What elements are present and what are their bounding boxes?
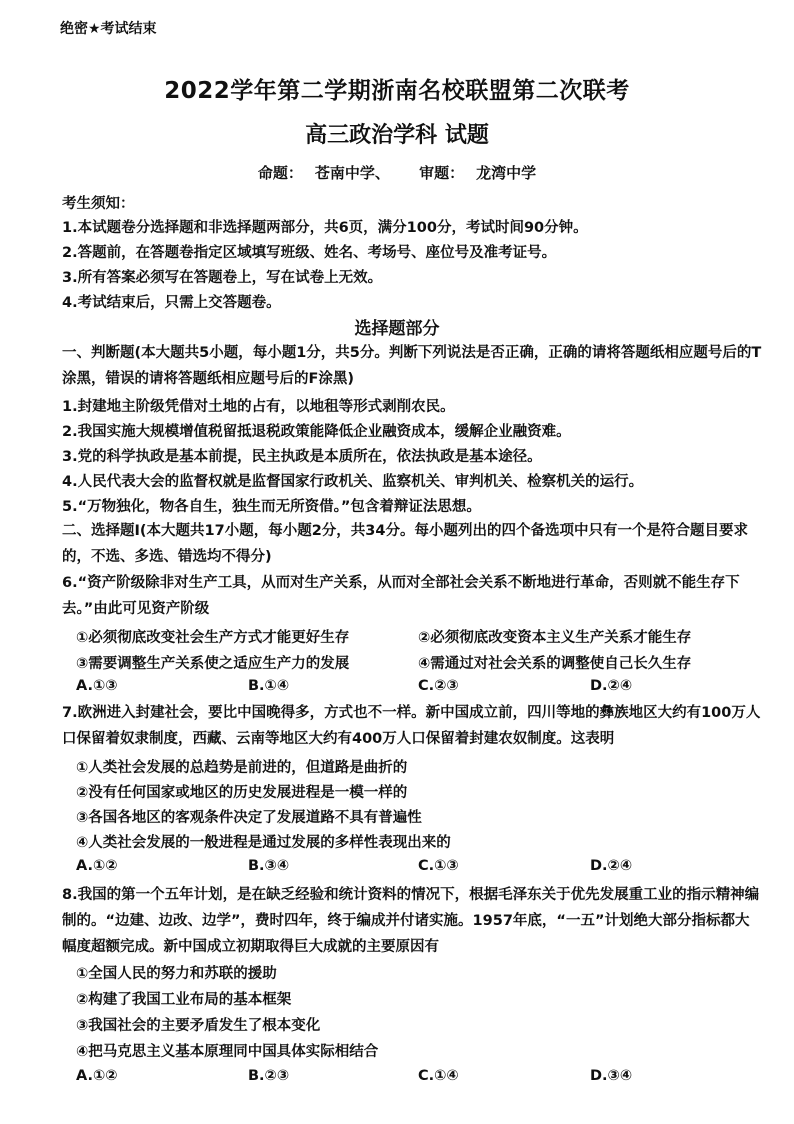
- q6-option: ③需要调整生产关系使之适应生产力的发展: [76, 656, 350, 672]
- part2-heading: 二、选择题Ⅰ(本大题共17小题，每小题2分，共34分。每小题列出的四个备选项中只有一个是符合题目要求的，不选、多选、错选均不得分): [62, 523, 748, 565]
- q8-option: ④把马克思主义基本原理同中国具体实际相结合: [76, 1044, 379, 1060]
- notice-item: 3.所有答案必须写在答题卷上，写在试卷上无效。: [62, 270, 383, 286]
- proposer-label: 命题：: [257, 164, 303, 182]
- q7-option: ②没有任何国家或地区的历史发展进程是一模一样的: [76, 785, 408, 801]
- confidential-mark: 绝密★考试结束: [60, 21, 157, 37]
- q7-answer-b: B.③④: [248, 858, 290, 874]
- q8-answer-d: D.③④: [590, 1068, 633, 1084]
- q6-option: ④需通过对社会关系的调整使自己长久生存: [418, 656, 692, 672]
- q7-answer-d: D.②④: [590, 858, 633, 874]
- judge-item: 2.我国实施大规模增值税留抵退税政策能降低企业融资成本，缓解企业融资难。: [62, 424, 571, 440]
- reviewer-label: 审题：: [419, 164, 465, 182]
- q6-option: ①必须彻底改变社会生产方式才能更好生存: [76, 630, 350, 646]
- judge-item: 1.封建地主阶级凭借对土地的占有，以地租等形式剥削农民。: [62, 399, 455, 415]
- section-title: 选择题部分: [354, 319, 440, 339]
- q8-answer-a: A.①②: [76, 1068, 118, 1084]
- proposer: 苍南中学、: [314, 164, 390, 182]
- q8-option: ①全国人民的努力和苏联的援助: [76, 966, 277, 982]
- q8-option: ②构建了我国工业布局的基本框架: [76, 992, 292, 1008]
- judge-item: 3.党的科学执政是基本前提，民主执政是本质所在，依法执政是基本途径。: [62, 449, 542, 465]
- q6-answer-c: C.②③: [418, 678, 459, 694]
- q6-answer-a: A.①③: [76, 678, 118, 694]
- notice-item: 4.考试结束后，只需上交答题卷。: [62, 295, 281, 311]
- q8-answer-b: B.②③: [248, 1068, 290, 1084]
- notice-item: 2.答题前，在答题卷指定区域填写班级、姓名、考场号、座位号及准考证号。: [62, 245, 557, 261]
- exam-title: 2022学年第二学期浙南名校联盟第二次联考: [164, 78, 630, 104]
- q6-answer-b: B.①④: [248, 678, 290, 694]
- question-6-stem: 6.“资产阶级除非对生产工具，从而对生产关系，从而对全部社会关系不断地进行革命，否则就不能生存下去。”由此可见资产阶级: [62, 575, 740, 617]
- authors-line: [0, 162, 794, 183]
- question-7-stem: 7.欧洲进入封建社会，要比中国晚得多，方式也不一样。新中国成立前，四川等地的彝族地区大约有100万人口保留着奴隶制度，西藏、云南等地区大约有400万人口保留着封建农奴制度。这表明: [62, 705, 761, 747]
- q7-option: ④人类社会发展的一般进程是通过发展的多样性表现出来的: [76, 835, 451, 851]
- q7-option: ③各国各地区的客观条件决定了发展道路不具有普遍性: [76, 810, 422, 826]
- q8-answer-c: C.①④: [418, 1068, 459, 1084]
- q7-answer-a: A.①②: [76, 858, 118, 874]
- q8-option: ③我国社会的主要矛盾发生了根本变化: [76, 1018, 321, 1034]
- question-8-stem: 8.我国的第一个五年计划，是在缺乏经验和统计资料的情况下，根据毛泽东关于优先发展重工业的指示精神编制的。“边建、边改、边学”，费时四年，终于编成并付诸实施。1957年底，“一五”计划绝大部分指标都大幅度超额完成。新中国成立初期取得巨大成就的主要原因有: [62, 887, 760, 955]
- reviewer: 龙湾中学: [476, 164, 537, 182]
- judge-item: 5.“万物独化，物各自生，独生而无所资借。”包含着辩证法思想。: [62, 499, 481, 515]
- part1-heading: 一、判断题(本大题共5小题，每小题1分，共5分。判断下列说法是否正确，正确的请将答题纸相应题号后的T涂黑，错误的请将答题纸相应题号后的F涂黑): [62, 345, 762, 387]
- q6-option: ②必须彻底改变资本主义生产关系才能生存: [418, 630, 692, 646]
- notice-item: 1.本试题卷分选择题和非选择题两部分，共6页，满分100分，考试时间90分钟。: [62, 220, 588, 236]
- q7-answer-c: C.①③: [418, 858, 459, 874]
- q7-option: ①人类社会发展的总趋势是前进的，但道路是曲折的: [76, 760, 408, 776]
- notice-heading: 考生须知：: [62, 196, 135, 212]
- judge-item: 4.人民代表大会的监督权就是监督国家行政机关、监察机关、审判机关、检察机关的运行。: [62, 474, 644, 490]
- q6-answer-d: D.②④: [590, 678, 633, 694]
- exam-subtitle: 高三政治学科 试题: [305, 123, 489, 148]
